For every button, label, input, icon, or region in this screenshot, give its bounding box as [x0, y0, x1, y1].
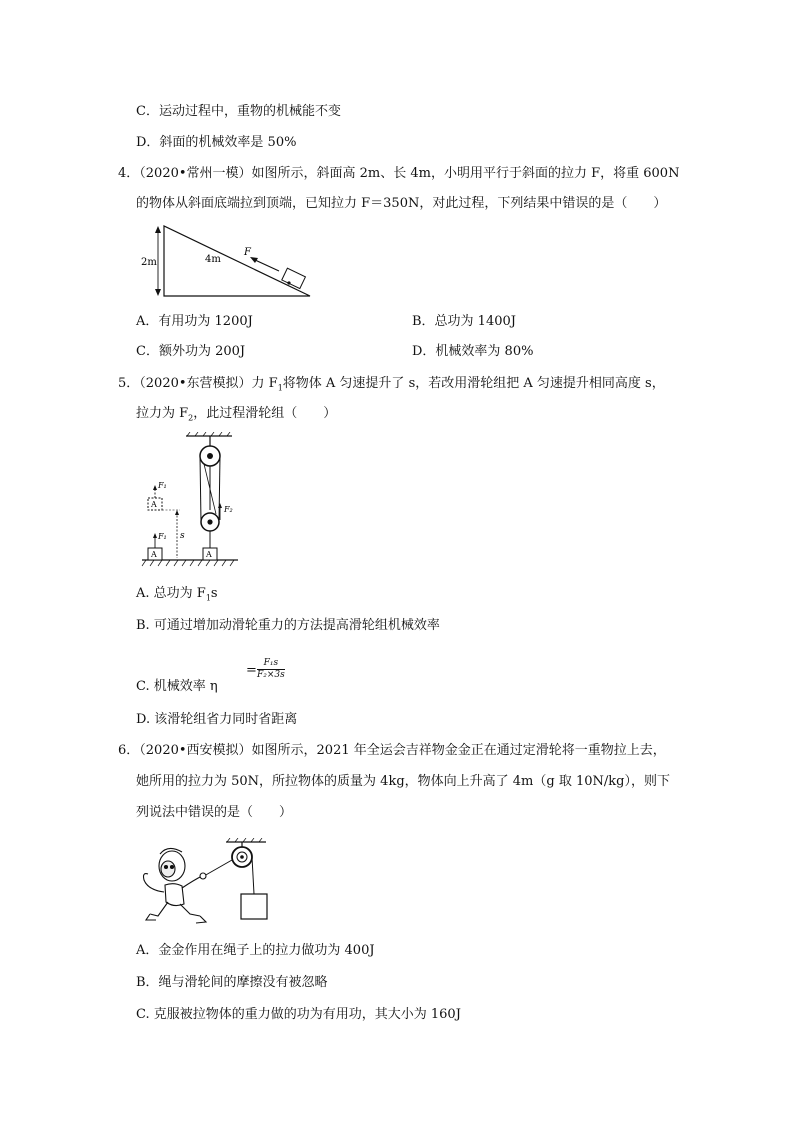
- incline-triangle: [164, 226, 310, 296]
- fraction-denominator: F₂×3s: [257, 670, 285, 680]
- q5-stem-line2: 拉力为 $F_2$，此过程滑轮组（ ）: [136, 406, 337, 423]
- q4-stem-line1: 4．（2020•常州一模）如图所示，斜面高 2m、长 4m，小明用平行于斜面的拉力 F，将重 600N: [118, 166, 680, 181]
- q3-option-d: D．斜面的机械效率是 50%: [136, 135, 297, 150]
- q6-stem-line3: 列说法中错误的是（ ）: [136, 805, 293, 820]
- q6-mascot-pulley-figure: [138, 838, 278, 930]
- force-label: F: [244, 247, 251, 258]
- f1-label-upper: F₁: [158, 481, 167, 490]
- block-a-right: A: [206, 550, 212, 559]
- block-a-left: A: [151, 550, 157, 559]
- q5-pulley-figure: [140, 432, 240, 574]
- q5-option-d: D. 该滑轮组省力同时省距离: [136, 712, 298, 727]
- q5-stem-line1: 5．（2020•东营模拟）力 $F_1$将物体 A 匀速提升了 s，若改用滑轮组把 A 匀速提升相同高度 s，: [118, 376, 665, 393]
- block-a-raised: A: [151, 500, 157, 509]
- q3-option-c: C．运动过程中，重物的机械能不变: [136, 104, 341, 119]
- f2-label: F₂: [224, 505, 233, 514]
- q4-option-d: D．机械效率为 80%: [412, 344, 534, 359]
- q5-option-c: C. 机械效率 η: [136, 679, 218, 694]
- q4-option-a: A．有用功为 1200J: [136, 314, 253, 329]
- q4-option-c: C．额外功为 200J: [136, 344, 246, 359]
- mascot-figure: [144, 848, 207, 923]
- force-arrow: [253, 259, 279, 271]
- q5-option-c-fraction: [257, 658, 285, 681]
- q5-option-b: B. 可通过增加动滑轮重力的方法提高滑轮组机械效率: [136, 618, 440, 633]
- q6-option-c: C. 克服被拉物体的重力做的功为有用功，其大小为 160J: [136, 1007, 461, 1022]
- q4-option-b: B．总功为 1400J: [412, 314, 516, 329]
- length-label: 4m: [205, 254, 221, 265]
- q4-stem-line2: 的物体从斜面底端拉到顶端，已知拉力 F＝350N，对此过程，下列结果中错误的是（ ）: [136, 196, 667, 211]
- s-label: s: [180, 531, 185, 541]
- q6-stem-line1: 6．（2020•西安模拟）如图所示，2021 年全运会吉祥物金金正在通过定滑轮将一重物拉上去，: [118, 743, 666, 758]
- q6-option-b: B．绳与滑轮间的摩擦没有被忽略: [136, 975, 328, 990]
- q6-stem-line2: 她所用的拉力为 50N，所拉物体的质量为 4kg，物体向上升高了 4m（g 取 10N/kg），则下: [136, 774, 670, 789]
- slope-block: [282, 268, 306, 288]
- height-label: 2m: [141, 257, 157, 268]
- weight-block: [241, 894, 267, 919]
- q5-option-a: A. 总功为 $F_1s$: [136, 586, 218, 603]
- q6-option-a: A．金金作用在绳子上的拉力做功为 400J: [136, 943, 375, 958]
- q5-option-c-equals: =: [246, 663, 257, 678]
- f1-label-lower: F₁: [158, 532, 167, 541]
- fraction-numerator: F₁s: [257, 658, 285, 670]
- q4-incline-figure: [138, 222, 316, 302]
